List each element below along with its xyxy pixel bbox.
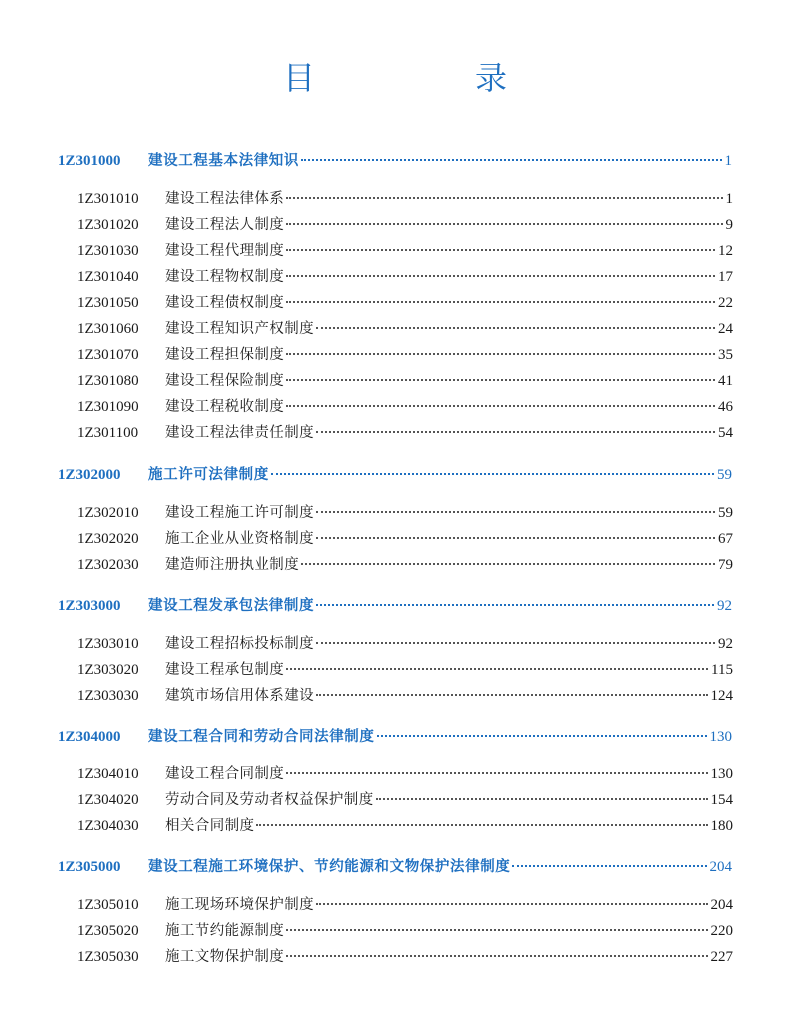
chapter-title: 建设工程基本法律知识 xyxy=(148,153,299,169)
dot-leader xyxy=(316,642,715,644)
section-code: 1Z302010 xyxy=(77,505,139,521)
section-code: 1Z302030 xyxy=(77,557,139,573)
toc-section[interactable] xyxy=(77,293,733,313)
section-page-number: 59 xyxy=(718,505,733,521)
section-page-number: 79 xyxy=(718,557,733,573)
dot-leader xyxy=(316,694,708,696)
dot-leader xyxy=(286,223,722,225)
section-code: 1Z304010 xyxy=(77,766,139,782)
chapter-page-number: 1 xyxy=(724,153,732,169)
section-title: 建设工程债权制度 xyxy=(165,295,285,311)
section-page-number: 154 xyxy=(710,792,733,808)
section-code: 1Z301040 xyxy=(77,269,139,285)
dot-leader xyxy=(286,379,715,381)
section-code: 1Z301070 xyxy=(77,347,139,363)
toc-section[interactable] xyxy=(77,189,733,209)
toc-section[interactable] xyxy=(77,529,733,549)
dot-leader xyxy=(286,275,715,277)
toc-section[interactable] xyxy=(77,503,733,523)
section-code: 1Z301100 xyxy=(77,425,139,441)
chapter-title: 建设工程合同和劳动合同法律制度 xyxy=(148,729,375,745)
toc-section[interactable] xyxy=(77,397,733,417)
dot-leader xyxy=(316,903,708,905)
chapter-page-number: 59 xyxy=(717,467,732,483)
section-title: 建设工程知识产权制度 xyxy=(165,321,314,337)
section-code: 1Z303020 xyxy=(77,662,139,678)
toc-chapter[interactable] xyxy=(58,727,732,747)
chapter-page-number: 204 xyxy=(709,859,732,875)
section-code: 1Z301030 xyxy=(77,243,139,259)
section-page-number: 130 xyxy=(710,766,733,782)
section-page-number: 46 xyxy=(718,399,733,415)
section-page-number: 204 xyxy=(710,897,733,913)
section-code: 1Z301010 xyxy=(77,191,139,207)
section-code: 1Z303030 xyxy=(77,688,139,704)
section-code: 1Z303010 xyxy=(77,636,139,652)
section-page-number: 115 xyxy=(711,662,733,678)
dot-leader xyxy=(316,604,714,606)
section-page-number: 9 xyxy=(725,217,733,233)
section-title: 建设工程保险制度 xyxy=(165,373,285,389)
section-title: 建造师注册执业制度 xyxy=(165,557,300,573)
chapter-title: 建设工程施工环境保护、节约能源和文物保护法律制度 xyxy=(148,859,511,875)
toc-chapter[interactable] xyxy=(58,465,732,485)
section-title: 建设工程法人制度 xyxy=(165,217,285,233)
section-page-number: 41 xyxy=(718,373,733,389)
dot-leader xyxy=(316,537,715,539)
dot-leader xyxy=(256,824,707,826)
dot-leader xyxy=(286,301,715,303)
toc-chapter[interactable] xyxy=(58,151,732,171)
dot-leader xyxy=(301,159,722,161)
section-code: 1Z305010 xyxy=(77,897,139,913)
dot-leader xyxy=(316,431,715,433)
chapter-page-number: 92 xyxy=(717,598,732,614)
section-title: 施工文物保护制度 xyxy=(165,949,285,965)
toc-section[interactable] xyxy=(77,660,733,680)
chapter-code: 1Z304000 xyxy=(58,729,121,745)
toc-section[interactable] xyxy=(77,267,733,287)
chapter-code: 1Z303000 xyxy=(58,598,121,614)
toc-section[interactable] xyxy=(77,423,733,443)
section-code: 1Z305020 xyxy=(77,923,139,939)
toc-section[interactable] xyxy=(77,686,733,706)
chapter-title: 建设工程发承包法律制度 xyxy=(148,598,315,614)
section-page-number: 180 xyxy=(710,818,733,834)
section-page-number: 1 xyxy=(725,191,733,207)
section-code: 1Z305030 xyxy=(77,949,139,965)
dot-leader xyxy=(301,563,715,565)
section-page-number: 227 xyxy=(710,949,733,965)
chapter-title: 施工许可法律制度 xyxy=(148,467,269,483)
section-page-number: 22 xyxy=(718,295,733,311)
section-code: 1Z301090 xyxy=(77,399,139,415)
toc-section[interactable] xyxy=(77,319,733,339)
dot-leader xyxy=(377,735,707,737)
section-title: 施工现场环境保护制度 xyxy=(165,897,314,913)
dot-leader xyxy=(271,473,714,475)
section-title: 建设工程税收制度 xyxy=(165,399,285,415)
dot-leader xyxy=(286,405,715,407)
section-page-number: 17 xyxy=(718,269,733,285)
section-title: 建设工程代理制度 xyxy=(165,243,285,259)
toc-chapter[interactable] xyxy=(58,857,732,877)
dot-leader xyxy=(286,197,722,199)
section-title: 建设工程物权制度 xyxy=(165,269,285,285)
section-title: 建筑市场信用体系建设 xyxy=(165,688,314,704)
page-title: 目 录 xyxy=(282,59,571,97)
section-code: 1Z301080 xyxy=(77,373,139,389)
section-title: 建设工程招标投标制度 xyxy=(165,636,314,652)
section-title: 施工节约能源制度 xyxy=(165,923,285,939)
dot-leader xyxy=(286,772,707,774)
section-code: 1Z304020 xyxy=(77,792,139,808)
chapter-code: 1Z305000 xyxy=(58,859,121,875)
section-page-number: 124 xyxy=(710,688,733,704)
section-title: 相关合同制度 xyxy=(165,818,255,834)
dot-leader xyxy=(316,327,715,329)
section-code: 1Z302020 xyxy=(77,531,139,547)
section-title: 建设工程合同制度 xyxy=(165,766,285,782)
section-title: 建设工程承包制度 xyxy=(165,662,285,678)
toc-section[interactable] xyxy=(77,555,733,575)
section-page-number: 12 xyxy=(718,243,733,259)
dot-leader xyxy=(286,929,707,931)
toc-section[interactable] xyxy=(77,895,733,915)
section-page-number: 92 xyxy=(718,636,733,652)
dot-leader xyxy=(286,955,707,957)
toc-section[interactable] xyxy=(77,215,733,235)
toc-section[interactable] xyxy=(77,816,733,836)
toc-section[interactable] xyxy=(77,790,733,810)
toc-section[interactable] xyxy=(77,947,733,967)
section-code: 1Z301020 xyxy=(77,217,139,233)
dot-leader xyxy=(286,353,715,355)
section-page-number: 220 xyxy=(710,923,733,939)
toc-section[interactable] xyxy=(77,345,733,365)
toc-section[interactable] xyxy=(77,921,733,941)
section-title: 施工企业从业资格制度 xyxy=(165,531,314,547)
section-page-number: 35 xyxy=(718,347,733,363)
section-code: 1Z304030 xyxy=(77,818,139,834)
dot-leader xyxy=(286,249,715,251)
chapter-code: 1Z301000 xyxy=(58,153,121,169)
dot-leader xyxy=(286,668,708,670)
dot-leader xyxy=(316,511,715,513)
section-code: 1Z301060 xyxy=(77,321,139,337)
toc-section[interactable] xyxy=(77,764,733,784)
chapter-page-number: 130 xyxy=(709,729,732,745)
toc-chapter[interactable] xyxy=(58,596,732,616)
toc-section[interactable] xyxy=(77,241,733,261)
section-page-number: 54 xyxy=(718,425,733,441)
toc-section[interactable] xyxy=(77,634,733,654)
section-code: 1Z301050 xyxy=(77,295,139,311)
toc-section[interactable] xyxy=(77,371,733,391)
dot-leader xyxy=(376,798,708,800)
section-title: 建设工程施工许可制度 xyxy=(165,505,314,521)
section-title: 建设工程担保制度 xyxy=(165,347,285,363)
section-title: 建设工程法律责任制度 xyxy=(165,425,314,441)
chapter-code: 1Z302000 xyxy=(58,467,121,483)
section-title: 建设工程法律体系 xyxy=(165,191,285,207)
dot-leader xyxy=(512,865,706,867)
section-page-number: 24 xyxy=(718,321,733,337)
section-page-number: 67 xyxy=(718,531,733,547)
section-title: 劳动合同及劳动者权益保护制度 xyxy=(165,792,374,808)
